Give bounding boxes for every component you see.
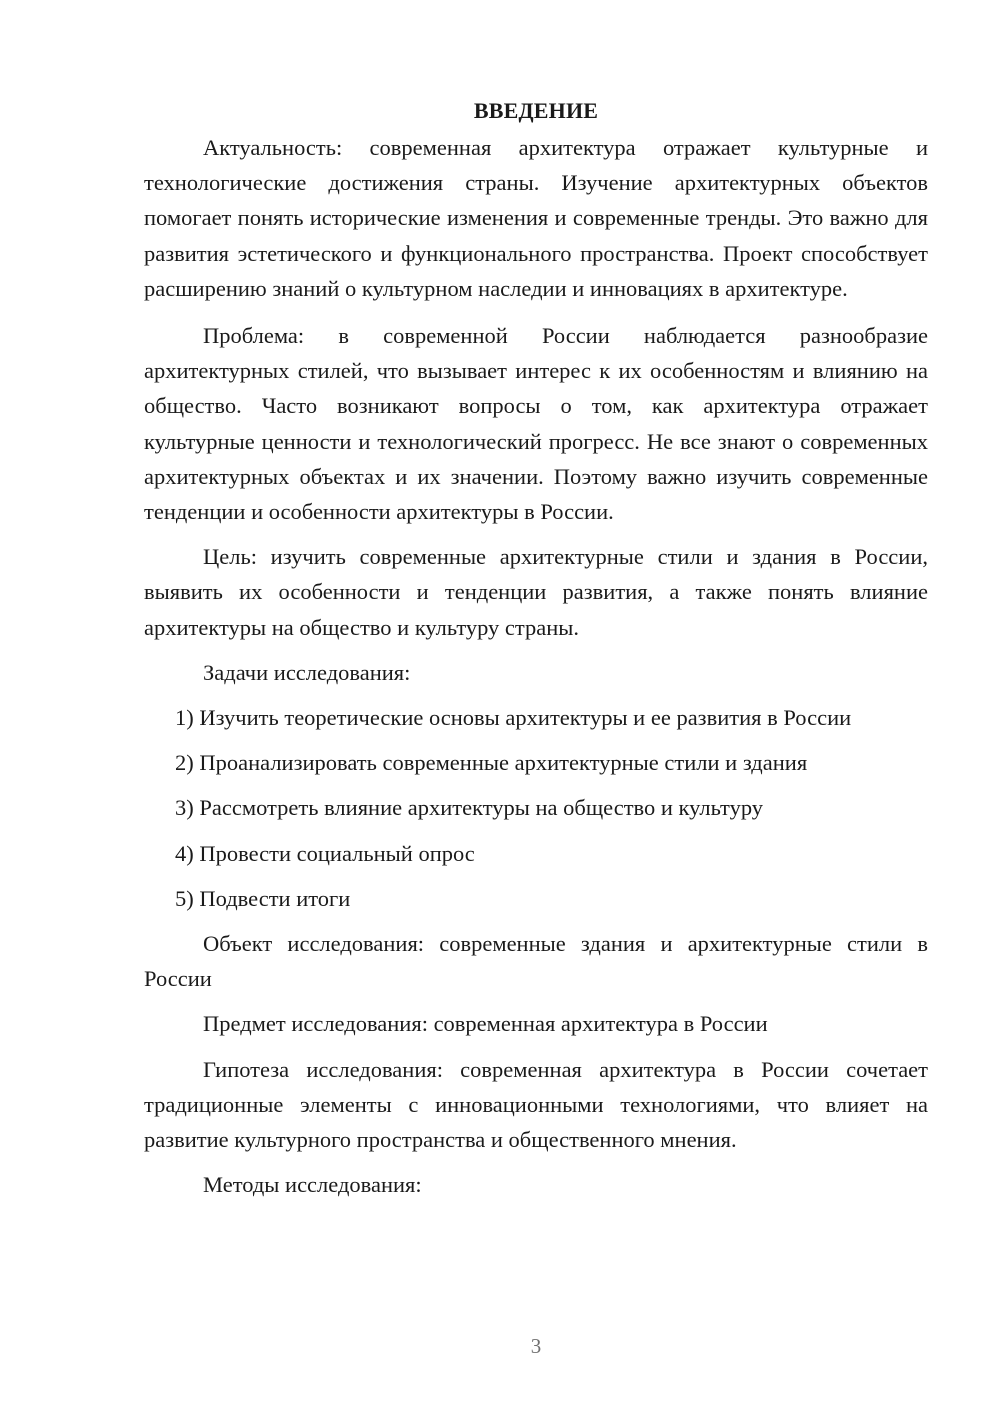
task-item-2: 2) Проанализировать современные архитектурные стили и здания	[175, 750, 808, 776]
task-item-5: 5) Подвести итоги	[175, 885, 351, 911]
relevance-paragraph: Актуальность: современная архитектура отражает культурные и технологические достижения страны. Изучение архитектурных объектов помогает понять исторические изменения и современные тренды. Это важно для развития эстетического и функционального пространства. Проект способствует расширению знаний о культурном наследии и инновациях в архитектуре.	[144, 135, 928, 301]
goal-paragraph: Цель: изучить современные архитектурные стили и здания в России, выявить их особенности и тенденции развития, а также понять влияние архитектуры на общество и культуру страны.	[144, 544, 928, 640]
task-item-4: 4) Провести социальный опрос	[175, 840, 475, 866]
page-number: 3	[530, 1334, 542, 1358]
tasks-list	[144, 700, 928, 916]
methods-heading: Методы исследования:	[203, 1172, 422, 1198]
subject-paragraph: Предмет исследования: современная архитектура в России	[203, 1011, 768, 1037]
task-item-3: 3) Рассмотреть влияние архитектуры на общество и культуру	[175, 795, 764, 821]
hypothesis-paragraph: Гипотеза исследования: современная архитектура в России сочетает традиционные элементы с инновационными технологиями, что влияет на развитие культурного пространства и общественного мнения.	[144, 1056, 928, 1153]
problem-paragraph: Проблема: в современной России наблюдается разнообразие архитектурных стилей, что вызывает интерес к их особенностям и влиянию на общество. Часто возникают вопросы о том, как архитектура отражает культурные ценности и технологический прогресс. Не все знают о современных архитектурных объектах и их значении. Поэтому важно изучить современные тенденции и особенности архитектуры в России.	[144, 323, 928, 525]
task-item-1: 1) Изучить теоретические основы архитектуры и ее развития в России	[175, 705, 852, 731]
tasks-heading: Задачи исследования:	[203, 659, 411, 685]
object-paragraph: Объект исследования: современные здания и архитектурные стили в России	[144, 931, 928, 992]
section-heading: ВВЕДЕНИЕ	[473, 98, 599, 123]
page-content	[144, 96, 928, 1212]
